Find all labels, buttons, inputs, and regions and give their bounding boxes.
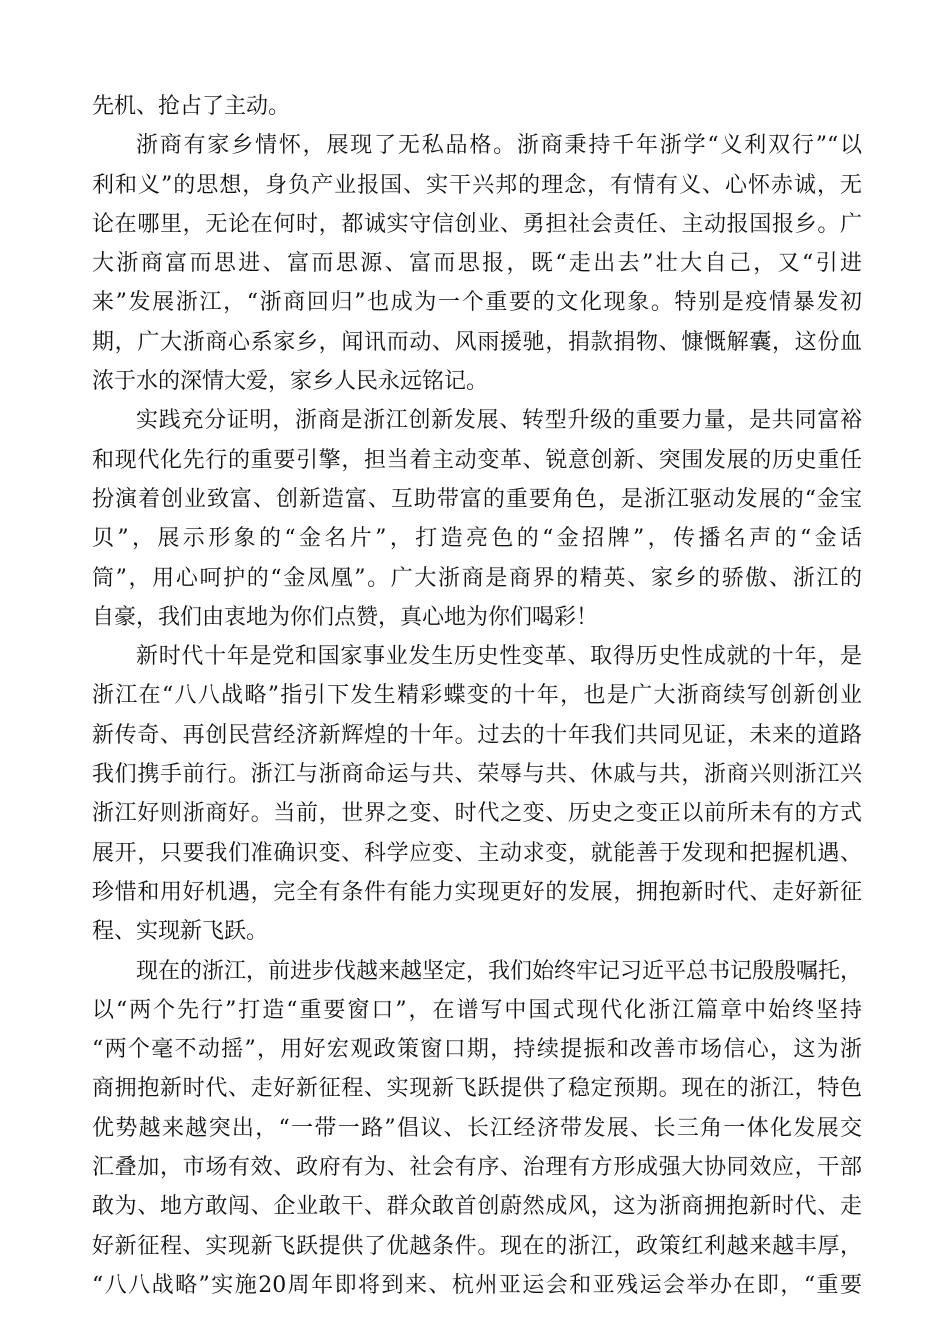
text-line: 程、实现新飞跃。 — [92, 919, 269, 945]
text-line: 扮演着创业致富、创新造富、互助带富的重要角色，是浙江驱动发展的“金宝 — [92, 486, 862, 512]
text-line: 筒”，用心呵护的“金凤凰”。广大浙商是商界的精英、家乡的骄傲、浙江的 — [92, 565, 862, 591]
text-line: 浙江好则浙商好。当前，世界之变、时代之变、历史之变正以前所未有的方式 — [92, 801, 862, 827]
text-line: 新时代十年是党和国家事业发生历史性变革、取得历史性成就的十年，是 — [136, 644, 862, 670]
text-line: 论在哪里，无论在何时，都诚实守信创业、勇担社会责任、主动报国报乡。广 — [92, 211, 862, 237]
text-line: 敢为、地方敢闯、企业敢干、群众敢首创蔚然成风，这为浙商拥抱新时代、走 — [92, 1194, 862, 1220]
text-line: 自豪，我们由衷地为你们点赞，真心地为你们喝彩！ — [92, 604, 599, 630]
text-line: “两个毫不动摇”，用好宏观政策窗口期，持续提振和改善市场信心，这为浙 — [92, 1037, 862, 1063]
text-line: 来”发展浙江，“浙商回归”也成为一个重要的文化现象。特别是疫情暴发初 — [92, 290, 862, 316]
text-line: 好新征程、实现新飞跃提供了优越条件。现在的浙江，政策红利越来越丰厚， — [92, 1233, 862, 1259]
text-line: 展开，只要我们准确识变、科学应变、主动求变，就能善于发现和把握机遇、 — [92, 840, 862, 866]
text-line: 实践充分证明，浙商是浙江创新发展、转型升级的重要力量，是共同富裕 — [136, 408, 862, 434]
text-line: 和现代化先行的重要引擎，担当着主动变革、锐意创新、突围发展的历史重任 — [92, 447, 862, 473]
text-line: 汇叠加，市场有效、政府有为、社会有序、治理有方形成强大协同效应，干部 — [92, 1155, 862, 1181]
text-line: 我们携手前行。浙江与浙商命运与共、荣辱与共、休戚与共，浙商兴则浙江兴 — [92, 762, 862, 788]
text-line: 新传奇、再创民营经济新辉煌的十年。过去的十年我们共同见证，未来的道路 — [92, 722, 862, 748]
text-line: 先机、抢占了主动。 — [92, 94, 291, 119]
text-line: 浓于水的深情大爱，家乡人民永远铭记。 — [92, 369, 489, 395]
text-line: 利和义”的思想，身负产业报国、实干兴邦的理念，有情有义、心怀赤诚，无 — [92, 172, 862, 198]
text-line: 商拥抱新时代、走好新征程、实现新飞跃提供了稳定预期。现在的浙江，特色 — [92, 1076, 862, 1102]
text-line: 期，广大浙商心系家乡，闻讯而动、风雨援驰，捐款捐物、慷慨解囊，这份血 — [92, 329, 862, 355]
text-line: 珍惜和用好机遇，完全有条件有能力实现更好的发展，拥抱新时代、走好新征 — [92, 879, 862, 905]
text-line: 贝”，展示形象的“金名片”，打造亮色的“金招牌”，传播名声的“金话 — [92, 526, 862, 552]
text-line: 以“两个先行”打造“重要窗口”，在谱写中国式现代化浙江篇章中始终坚持 — [92, 997, 862, 1023]
text-line: 浙商有家乡情怀，展现了无私品格。浙商秉持千年浙学“义利双行”“以 — [136, 133, 862, 159]
text-line: 浙江在“八八战略”指引下发生精彩蝶变的十年，也是广大浙商续写创新创业 — [92, 683, 862, 709]
body-text — [92, 87, 862, 1305]
text-line: 优势越来越突出，“一带一路”倡议、长江经济带发展、长三角一体化发展交 — [92, 1115, 862, 1141]
text-line: 现在的浙江，前进步伐越来越坚定，我们始终牢记习近平总书记殷殷嘱托， — [136, 958, 863, 984]
text-line: “八八战略”实施20周年即将到来、杭州亚运会和亚残运会举办在即，“重要 — [92, 1272, 862, 1298]
text-line: 大浙商富而思进、富而思源、富而思报，既“走出去”壮大自己，又“引进 — [92, 251, 862, 277]
